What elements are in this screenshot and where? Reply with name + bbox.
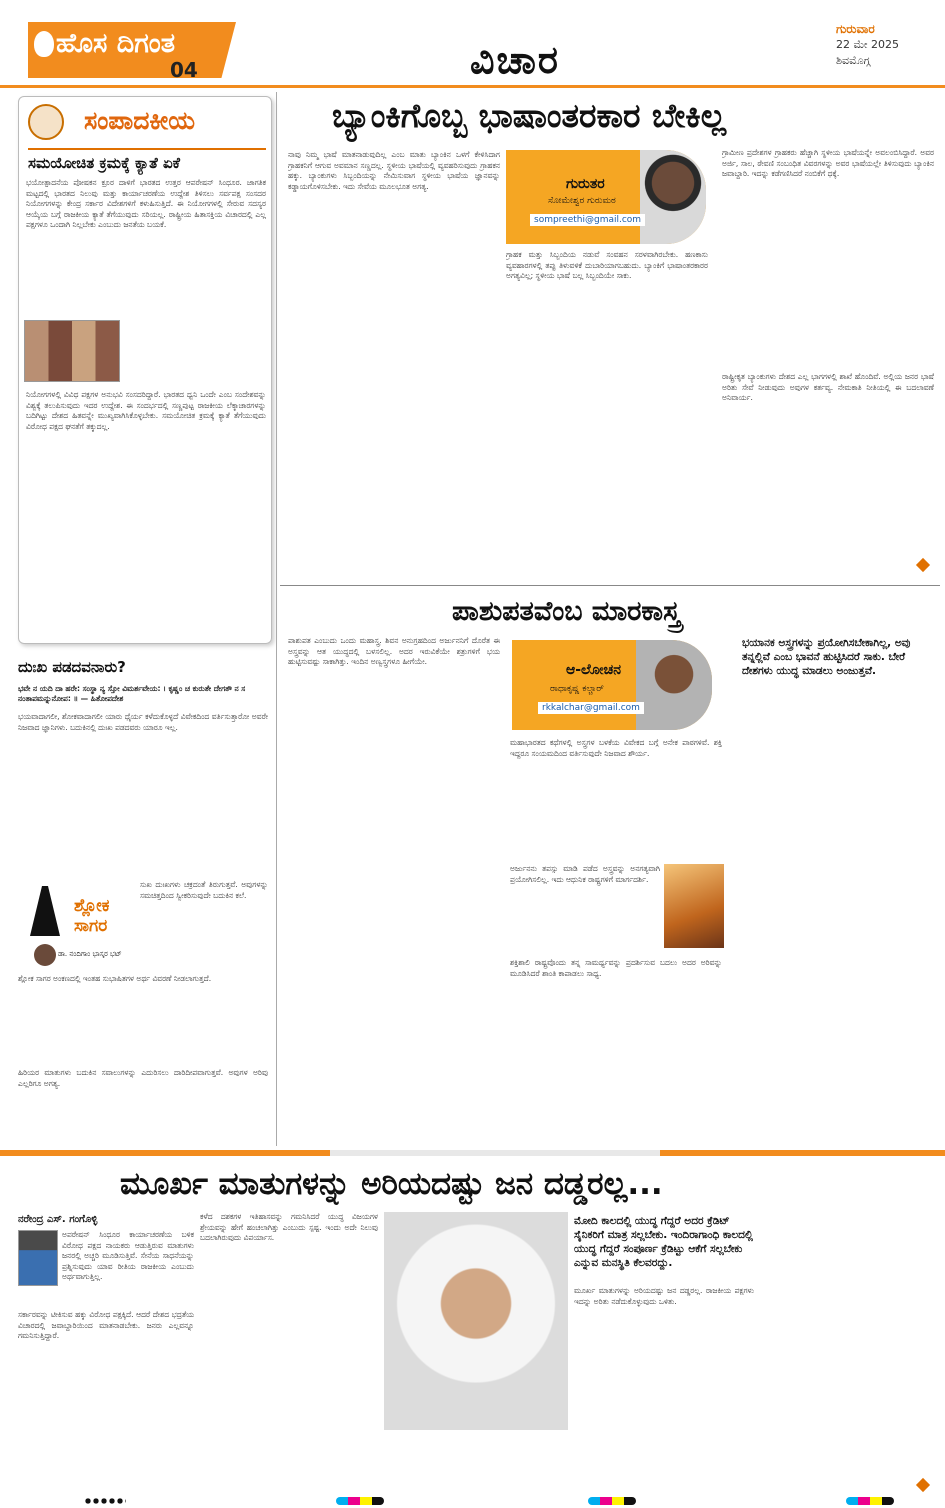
dukha-body-2: ಸುಖ ದುಃಖಗಳು ಚಕ್ರದಂತೆ ತಿರುಗುತ್ತವೆ. ಅವುಗಳನ್ನು ಸಮಚಿತ್ತದಿಂದ ಸ್ವೀಕರಿಸುವುದೇ ಬದುಕಿನ ಕಲೆ. [140,880,268,900]
band-orange-2 [660,1150,945,1156]
registration-dots [846,1497,894,1505]
editorial-body-2-side [124,320,266,386]
registration-dots [588,1497,636,1505]
article1-column-name: ಗುರುತರ [566,176,605,192]
article1-title: ಬ್ಯಾಂಕಿಗೊಬ್ಬ ಭಾಷಾಂತರಕಾರ ಬೇಕಿಲ್ಲ [332,96,727,135]
newspaper-logo: ಹೊಸ ದಿಗಂತ [56,28,176,59]
article2-body-1: ಪಾಶುಪತ ಎಂಬುದು ಒಂದು ಮಹಾಸ್ತ್ರ. ಶಿವನ ಅನುಗ್ರಹದಿಂದ ಅರ್ಜುನನಿಗೆ ದೊರೆತ ಈ ಅಸ್ತ್ರವನ್ನು ಆತ ಯುದ್ಧದಲ್ಲಿ ಬಳಸಲಿಲ್ಲ. ಅದರ ಇರುವಿಕೆಯೇ ಶತ್ರುಗಳಿಗೆ ಭಯ ಹುಟ್ಟಿಸುವಷ್ಟು ಸಾಕಾಗಿತ್ತು. ಇಂದಿನ ಅಣ್ವಸ್ತ್ರಗಳೂ ಹೀಗೆಯೇ. [288,636,500,667]
band-orange-1 [0,1150,330,1156]
article3-pull-quote: ಮೋದಿ ಕಾಲದಲ್ಲಿ ಯುದ್ಧ ಗೆದ್ದರೆ ಅದರ ಕ್ರೆಡಿಟ್ ಸೈನಿಕರಿಗೆ ಮಾತ್ರ ಸಲ್ಲಬೇಕು. ಇಂದಿರಾಗಾಂಧಿ ಕಾಲದಲ್ಲಿ ಯುದ್ಧ ಗೆದ್ದರೆ ಸಂಪೂರ್ಣ ಕ್ರೆಡಿಟ್ಟು ಆಕೆಗೆ ಸಲ್ಲಬೇಕು ಎನ್ನುವ ಮನಸ್ಥಿತಿ ಕೆಲವರದ್ದು. [574,1215,753,1269]
article1-email: sompreethi@gmail.com [530,214,645,226]
logo-emblem-icon [34,31,54,57]
dukha-body-4: ಹಿರಿಯರ ಮಾತುಗಳು ಬದುಕಿನ ಸವಾಲುಗಳನ್ನು ಎದುರಿಸಲು ದಾರಿದೀಪವಾಗುತ್ತವೆ. ಅವುಗಳ ಅರಿವು ಎಲ್ಲರಿಗೂ ಅಗತ್ಯ. [18,1068,268,1088]
article3-body-5 [760,1212,936,1490]
band-grey [330,1150,660,1156]
editorial-emblem-icon [28,104,64,140]
article3-body-2: ಸರ್ಕಾರವನ್ನು ಟೀಕಿಸುವ ಹಕ್ಕು ವಿರೋಧ ಪಕ್ಷಕ್ಕಿದೆ. ಆದರೆ ದೇಶದ ಭದ್ರತೆಯ ವಿಚಾರದಲ್ಲಿ ಜವಾಬ್ದಾರಿಯಿಂದ ಮಾತನಾಡಬೇಕು. ಜನರು ಎಲ್ಲವನ್ನೂ ಗಮನಿಸುತ್ತಿದ್ದಾರೆ. [18,1310,194,1341]
editorial-body-2: ನಿಯೋಗಗಳಲ್ಲಿ ವಿವಿಧ ಪಕ್ಷಗಳ ಅನುಭವಿ ಸಂಸದರಿದ್ದಾರೆ. ಭಾರತದ ಧ್ವನಿ ಒಂದೇ ಎಂಬ ಸಂದೇಶವನ್ನು ವಿಶ್ವಕ್ಕೆ ತಲುಪಿಸುವುದು ಇದರ ಉದ್ದೇಶ. ಈ ಸಂದರ್ಭದಲ್ಲಿ ಸಣ್ಣಪುಟ್ಟ ರಾಜಕೀಯ ಲೆಕ್ಕಾಚಾರಗಳನ್ನು ಬದಿಗಿಟ್ಟು ದೇಶದ ಹಿತವನ್ನೇ ಮುಖ್ಯವಾಗಿಸಿಕೊಳ್ಳಬೇಕು. ಸಮಯೋಚಿತ ಕ್ರಮಕ್ಕೆ ಕ್ಯಾತೆ ತೆಗೆಯುವುದು ವಿರೋಧ ಪಕ್ಷದ ಘನತೆಗೆ ತಕ್ಕುದಲ್ಲ. [26,390,266,431]
column-divider [276,92,277,1146]
article2-title: ಪಾಶುಪತವೆಂಬ ಮಾರಕಾಸ್ತ್ರ [452,596,681,627]
edition-date: 22 ಮೇ 2025 [836,38,900,51]
article3-author: ನರೇಂದ್ರ ಎಸ್. ಗಂಗೊಳ್ಳಿ [18,1214,98,1225]
article2-body-3: ಅರ್ಜುನನು ತಪಸ್ಸು ಮಾಡಿ ಪಡೆದ ಅಸ್ತ್ರವನ್ನು ಅನಗತ್ಯವಾಗಿ ಪ್ರಯೋಗಿಸಲಿಲ್ಲ. ಇದು ಆಧುನಿಕ ರಾಷ್ಟ್ರಗಳಿಗೆ ಮಾರ್ಗದರ್ಶಿ. [510,864,660,884]
article2-body-5 [732,690,938,1136]
article2-body-2: ಮಹಾಭಾರತದ ಕಥೆಗಳಲ್ಲಿ ಅಸ್ತ್ರಗಳ ಬಳಕೆಯ ವಿವೇಕದ ಬಗ್ಗೆ ಅನೇಕ ಪಾಠಗಳಿವೆ. ಶಕ್ತಿ ಇದ್ದರೂ ಸಂಯಮದಿಂದ ವರ್ತಿಸುವುದೇ ನಿಜವಾದ ಶೌರ್ಯ. [510,738,722,758]
article3-author-photo [18,1230,58,1286]
article1-author-photo [640,150,706,244]
article1-body-1: ನಾವು ನಿಮ್ಮ ಭಾಷೆ ಮಾತನಾಡುವುದಿಲ್ಲ ಎಂಬ ಮಾತು ಬ್ಯಾಂಕಿನ ಒಳಗೆ ಕೇಳಿಸಿದಾಗ ಗ್ರಾಹಕನಿಗೆ ಆಗುವ ಅವಮಾನ ಸಣ್ಣದಲ್ಲ. ಸ್ಥಳೀಯ ಭಾಷೆಯಲ್ಲಿ ವ್ಯವಹರಿಸುವುದು ಗ್ರಾಹಕನ ಹಕ್ಕು. ಬ್ಯಾಂಕುಗಳು ಸಿಬ್ಬಂದಿಯನ್ನು ನೇಮಿಸುವಾಗ ಸ್ಥಳೀಯ ಭಾಷೆಯ ಜ್ಞಾನವನ್ನು ಕಡ್ಡಾಯಗೊಳಿಸಬೇಕು. ಇದು ಸೇವೆಯ ಮೂಲಭೂತ ಅಗತ್ಯ. [288,150,500,191]
shloka-title-1: ಶ್ಲೋಕ [74,896,110,916]
article1-author: ಸೋಮೇಶ್ವರ ಗುರುಮಠ [548,196,616,206]
article2-body-4: ಶಕ್ತಿಶಾಲಿ ರಾಷ್ಟ್ರವೊಂದು ತನ್ನ ಸಾಮರ್ಥ್ಯವನ್ನು ಪ್ರದರ್ಶಿಸುವ ಬದಲು ಅದರ ಅರಿವನ್ನು ಮೂಡಿಸಿದರೆ ಶಾಂತಿ ಕಾಪಾಡಲು ಸಾಧ್ಯ. [510,958,722,978]
article2-column-name: ಆ-ಲೋಚನ [566,662,621,678]
article3-title: ಮೂರ್ಖ ಮಾತುಗಳನ್ನು ಅರಿಯದಷ್ಟು ಜನ ದಡ್ಡರಲ್ಲ... [120,1166,663,1202]
article2-author: ರಾಧಾಕೃಷ್ಣ ಕಲ್ಚಾರ್ [550,684,604,694]
article1-body-4: ರಾಷ್ಟ್ರೀಕೃತ ಬ್ಯಾಂಕುಗಳು ದೇಶದ ಎಲ್ಲ ಭಾಗಗಳಲ್ಲಿ ಶಾಖೆ ಹೊಂದಿವೆ. ಅಲ್ಲಿಯ ಜನರ ಭಾಷೆ ಅರಿತು ಸೇವೆ ನೀಡುವುದು ಅವುಗಳ ಕರ್ತವ್ಯ. ನೇಮಕಾತಿ ನೀತಿಯಲ್ಲಿ ಈ ಬದಲಾವಣೆ ಅನಿವಾರ್ಯ. [722,372,934,403]
article1-body-3: ಗ್ರಾಮೀಣ ಪ್ರದೇಶಗಳ ಗ್ರಾಹಕರು ಹೆಚ್ಚಾಗಿ ಸ್ಥಳೀಯ ಭಾಷೆಯನ್ನೇ ಅವಲಂಬಿಸಿದ್ದಾರೆ. ಅವರ ಅರ್ಜಿ, ಸಾಲ, ಠೇವಣಿ ಸಂಬಂಧಿತ ವಿವರಗಳನ್ನು ಅವರ ಭಾಷೆಯಲ್ಲೇ ತಿಳಿಸುವುದು ಬ್ಯಾಂಕಿನ ಜವಾಬ್ದಾರಿ. ಇದನ್ನು ಕಡೆಗಣಿಸಿದರೆ ನಂಬಿಕೆಗೆ ಧಕ್ಕೆ. [722,148,934,179]
registration-dots [336,1497,384,1505]
shloka-author-photo [34,944,56,966]
page-number: 04 [170,58,198,82]
edition-city: ಶಿವಮೊಗ್ಗ [836,54,871,67]
article3-body-3: ಕಳೆದ ದಶಕಗಳ ಇತಿಹಾಸವನ್ನು ಗಮನಿಸಿದರೆ ಯುದ್ಧ ವಿಜಯಗಳ ಶ್ರೇಯವನ್ನು ಹೇಗೆ ಹಂಚಲಾಗಿತ್ತು ಎಂಬುದು ಸ್ಪಷ್ಟ. ಇಂದು ಅದೇ ನಿಲುವು ಬದಲಾಗಿರುವುದು ವಿಪರ್ಯಾಸ. [200,1212,378,1243]
article3-body-1: ಅಪರೇಷನ್ ಸಿಂಧೂರ ಕಾರ್ಯಾಚರಣೆಯ ಬಳಿಕ ವಿರೋಧ ಪಕ್ಷದ ನಾಯಕರು ಆಡುತ್ತಿರುವ ಮಾತುಗಳು ಜನರಲ್ಲಿ ಅಚ್ಚರಿ ಮೂಡಿಸುತ್ತಿವೆ. ಸೇನೆಯ ಸಾಧನೆಯನ್ನು ಪ್ರಶ್ನಿಸುವುದು ಯಾವ ರೀತಿಯ ರಾಜಕೀಯ ಎಂಬುದು ಅರ್ಥವಾಗುತ್ತಿಲ್ಲ. [62,1230,194,1282]
editorial-heading: ಸಂಪಾದಕೀಯ [84,106,196,135]
shloka-author: ಡಾ. ನಂದಿಗಾಂ ಭಾಸ್ಕರ ಭಟ್ [58,950,122,958]
section-title: ವಿಚಾರ [470,38,560,82]
article2-pull-quote: ಭಯಾನಕ ಅಸ್ತ್ರಗಳನ್ನು ಪ್ರಯೋಗಿಸಬೇಕಾಗಿಲ್ಲ, ಅವು ತನ್ನಲ್ಲಿವೆ ಎಂಬ ಭಾವನೆ ಹುಟ್ಟಿಸಿದರೆ ಸಾಕು. ಬೇರೆ ದೇಶಗಳು ಯುದ್ಧ ಮಾಡಲು ಅಂಜುತ್ತವೆ. [742,637,911,677]
article2-author-photo [636,640,712,730]
article3-photo [384,1212,568,1430]
editorial-body-1: ಭಯೋತ್ಪಾದನೆಯ ಪೋಷಕನ ಕ್ರೂರ ದಾಳಿಗೆ ಭಾರತದ ಉತ್ತರ ಆಪರೇಷನ್ ಸಿಂಧೂರ. ಜಾಗತಿಕ ಮಟ್ಟದಲ್ಲಿ ಭಾರತದ ನಿಲುವು ಮತ್ತು ಕಾರ್ಯಾಚರಣೆಯ ಉದ್ದೇಶ ತಿಳಿಸಲು ಸರ್ವಪಕ್ಷ ಸಂಸದರ ನಿಯೋಗಗಳನ್ನು ಕೇಂದ್ರ ಸರ್ಕಾರ ವಿದೇಶಗಳಿಗೆ ಕಳುಹಿಸುತ್ತಿದೆ. ಈ ನಿಯೋಗಗಳಲ್ಲಿ ಸೇರುವ ಸದಸ್ಯರ ಆಯ್ಕೆಯ ಬಗ್ಗೆ ರಾಜಕೀಯ ಕ್ಯಾತೆ ತೆಗೆಯುವುದು ಸರಿಯಲ್ಲ. ರಾಷ್ಟ್ರೀಯ ಹಿತಾಸಕ್ತಿಯ ವಿಚಾರದಲ್ಲಿ ಎಲ್ಲ ಪಕ್ಷಗಳೂ ಒಂದಾಗಿ ನಿಲ್ಲಬೇಕು ಎಂಬುದು ಜನತೆಯ ಬಯಕೆ. [26,178,266,230]
dukha-body-3: ಶ್ಲೋಕ ಸಾಗರ ಅಂಕಣದಲ್ಲಿ ಇಂತಹ ಸುಭಾಷಿತಗಳ ಅರ್ಥ ವಿವರಣೆ ನೀಡಲಾಗುತ್ತದೆ. [18,974,212,983]
editorial-photos [24,320,120,382]
dukha-title: ದುಃಖ ಪಡದವನಾರು? [18,658,126,676]
editorial-rule [28,148,266,150]
article3-caption-text [384,1434,568,1490]
dukha-body-1: ಭಯವಾದಾಗಲೀ, ಶೋಕವಾದಾಗಲೀ ಯಾರು ಧೈರ್ಯ ಕಳೆದುಕೊಳ್ಳದೆ ವಿವೇಕದಿಂದ ವರ್ತಿಸುತ್ತಾರೋ ಅವರೇ ನಿಜವಾದ ಜ್ಞಾನಿಗಳು. ಬದುಕಿನಲ್ಲಿ ದುಃಖ ಪಡದವರು ಯಾರೂ ಇಲ್ಲ. [18,712,268,732]
shloka-title-2: ಸಾಗರ [74,916,108,936]
dukha-verse: ಭವೇ ನ ಯದಿ ದಾ ಹರೇ: ಸಂಸ್ಥಾ ನ್ಯ ಸ್ತೋ ವಿಮರ್ಶವೇಯ: । ಕೃಷ್ಣಂ ಚ ಕುರುತೇ ದೇಗತೌ ನ ಸ ನಂತಾಪಮನ್ನುನೋಪ: ॥ — ಹಿತೋಪದೇಶ [18,684,246,703]
article2-top-rule [280,585,940,586]
registration-dots [84,1497,126,1505]
article2-email: rkkalchar@gmail.com [538,702,644,714]
article3-body-4: ಮೂರ್ಖ ಮಾತುಗಳನ್ನು ಅರಿಯದಷ್ಟು ಜನ ದಡ್ಡರಲ್ಲ. ರಾಜಕೀಯ ಪಕ್ಷಗಳು ಇದನ್ನು ಅರಿತು ನಡೆದುಕೊಳ್ಳುವುದು ಒಳಿತು. [574,1286,754,1306]
edition-day: ಗುರುವಾರ [836,22,875,36]
editorial-title: ಸಮಯೋಚಿತ ಕ್ರಮಕ್ಕೆ ಕ್ಯಾತೆ ಏಕೆ [28,154,180,172]
article1-body-2: ಗ್ರಾಹಕ ಮತ್ತು ಸಿಬ್ಬಂದಿಯ ನಡುವೆ ಸಂವಹನ ಸರಳವಾಗಿರಬೇಕು. ಹಣಕಾಸು ವ್ಯವಹಾರಗಳಲ್ಲಿ ತಪ್ಪು ತಿಳುವಳಿಕೆ ದುಬಾರಿಯಾಗಬಹುದು. ಬ್ಯಾಂಕಿಗೆ ಭಾಷಾಂತರಕಾರರ ಅಗತ್ಯವಿಲ್ಲ; ಸ್ಥಳೀಯ ಭಾಷೆ ಬಲ್ಲ ಸಿಬ್ಬಂದಿಯೇ ಸಾಕು. [506,250,708,281]
arjuna-illustration [664,864,724,948]
